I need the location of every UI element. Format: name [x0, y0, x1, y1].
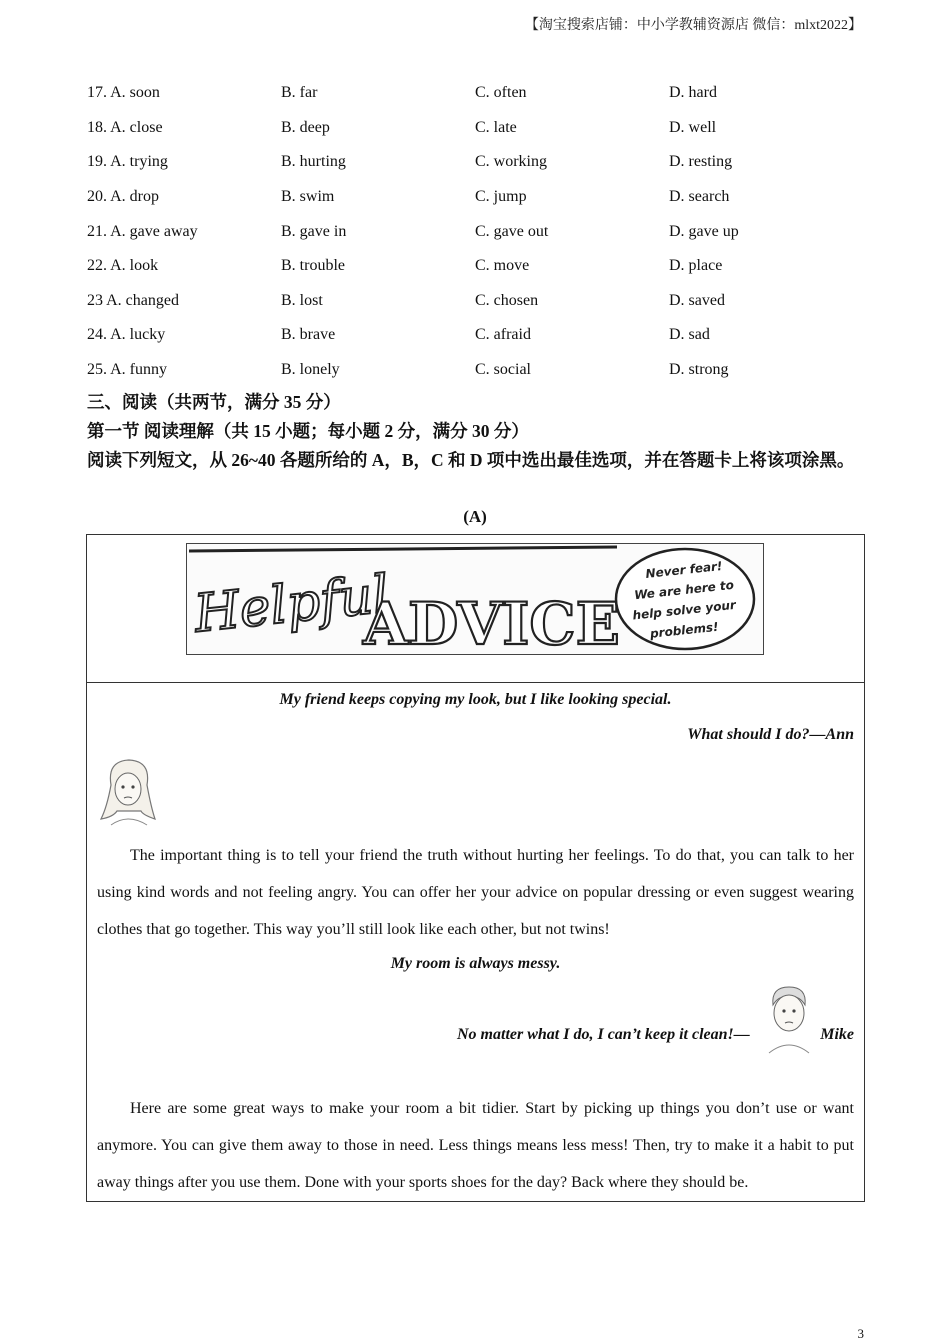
option-a: 17. A. soon [87, 84, 160, 102]
banner-art [187, 544, 763, 654]
option-d: D. hard [669, 84, 717, 102]
answer-mike: Here are some great ways to make your room a bit tidier. Start by picking up things you don’t use or want anymore. You can give them away to those in need. Less things means less mess! Then, try to make it a habit to put away things after you use them. Done with your sports shoes for the day? Back where they should be. [97, 1100, 854, 1191]
option-a: 19. A. trying [87, 153, 168, 171]
option-a: 18. A. close [87, 118, 163, 136]
option-row [87, 76, 867, 111]
option-d: D. strong [669, 361, 729, 379]
option-c: C. move [475, 257, 530, 275]
option-row [87, 180, 867, 215]
option-d: D. resting [669, 153, 733, 171]
bubble-line: We are here to [633, 577, 735, 603]
option-c: C. jump [475, 188, 527, 206]
option-c: C. late [475, 118, 517, 136]
option-c: C. gave out [475, 222, 549, 240]
bubble-line: Never fear! [644, 558, 724, 581]
header-note: 【淘宝搜索店铺：中小学教辅资源店 微信：mlxt2022】 [524, 18, 862, 33]
option-b: B. hurting [281, 153, 346, 171]
section-title: 三、阅读（共两节，满分 35 分） [87, 392, 341, 412]
question-mike-line2: No matter what I do, I can’t keep it clean!— [457, 1026, 750, 1043]
option-c: C. often [475, 84, 527, 102]
option-row [87, 249, 867, 284]
section-instruction: 阅读下列短文，从 26~40 各题所给的 A，B，C 和 D 项中选出最佳选项，并在答题卡上将该项涂黑。 [87, 450, 855, 470]
girl-portrait-icon [97, 755, 159, 831]
option-table [87, 76, 867, 387]
option-row [87, 145, 867, 180]
option-d: D. well [669, 118, 717, 136]
option-d: D. search [669, 188, 730, 206]
option-d: D. place [669, 257, 723, 275]
bubble-line: help solve your [631, 597, 737, 623]
option-a: 25. A. funny [87, 361, 167, 379]
option-c: C. social [475, 361, 531, 379]
option-row [87, 318, 867, 353]
banner-word-advice: ADVICE [363, 590, 620, 654]
banner-word-helpful: Helpful [191, 564, 393, 645]
passage-box [86, 534, 865, 1202]
option-a: 22. A. look [87, 257, 159, 275]
option-a: 23 A. changed [87, 291, 179, 309]
boy-portrait-icon [763, 983, 815, 1055]
bubble-line: problems! [649, 619, 720, 641]
option-a: 24. A. lucky [87, 326, 166, 344]
question-mike: My room is always messy. [390, 955, 561, 972]
helpful-advice-banner [186, 543, 764, 655]
question-ann: My friend keeps copying my look, but I like looking special. [279, 691, 672, 708]
page-number: 3 [857, 1326, 864, 1341]
option-c: C. working [475, 153, 547, 171]
option-d: D. sad [669, 326, 710, 344]
signature-ann: What should I do?—Ann [687, 726, 854, 743]
option-d: D. saved [669, 291, 725, 309]
option-b: B. lost [281, 291, 323, 309]
option-b: B. deep [281, 118, 330, 136]
option-c: C. afraid [475, 326, 531, 344]
option-a: 21. A. gave away [87, 222, 198, 240]
option-b: B. swim [281, 188, 335, 206]
answer-ann: The important thing is to tell your friend the truth without hurting her feelings. To do that, you can talk to her using kind words and not feeling angry. You can offer her your advice on popular dressing or even suggest wearing clothes that go together. This way you’ll still look like each other, but not twins! [97, 847, 854, 938]
option-b: B. lonely [281, 361, 340, 379]
passage-label: (A) [463, 507, 487, 526]
option-row [87, 111, 867, 146]
banner-cell [87, 535, 864, 683]
section-subtitle: 第一节 阅读理解（共 15 小题；每小题 2 分，满分 30 分） [87, 421, 529, 441]
option-row [87, 214, 867, 249]
option-row [87, 353, 867, 388]
option-d: D. gave up [669, 222, 739, 240]
option-row [87, 284, 867, 319]
option-c: C. chosen [475, 291, 539, 309]
option-b: B. brave [281, 326, 336, 344]
option-a: 20. A. drop [87, 188, 159, 206]
option-b: B. trouble [281, 257, 345, 275]
signature-mike: Mike [820, 1026, 854, 1043]
option-b: B. gave in [281, 222, 347, 240]
option-b: B. far [281, 84, 318, 102]
